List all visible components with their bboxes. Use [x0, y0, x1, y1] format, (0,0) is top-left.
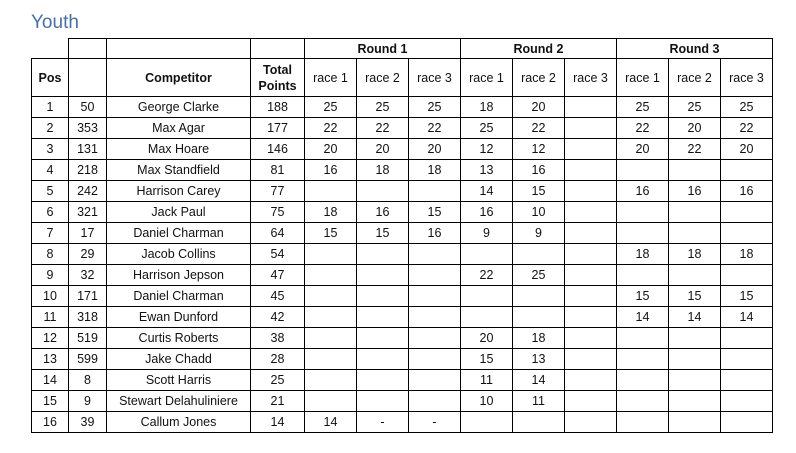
race-result-cell: 11: [513, 391, 565, 412]
race-result-cell: [721, 265, 773, 286]
pos-cell: 14: [32, 370, 69, 391]
race-result-cell: 25: [617, 97, 669, 118]
total-points-cell: 25: [251, 370, 305, 391]
number-cell: 8: [69, 370, 107, 391]
race-result-cell: 18: [669, 244, 721, 265]
race-result-cell: 14: [461, 181, 513, 202]
pos-cell: 1: [32, 97, 69, 118]
total-points-cell: 54: [251, 244, 305, 265]
race-result-cell: [721, 328, 773, 349]
total-points-cell: 146: [251, 139, 305, 160]
race-result-cell: 12: [461, 139, 513, 160]
race-result-cell: [617, 328, 669, 349]
race-result-cell: 22: [513, 118, 565, 139]
number-cell: 50: [69, 97, 107, 118]
race-result-cell: [617, 202, 669, 223]
race-header: race 1: [461, 59, 513, 97]
table-row: [32, 244, 773, 265]
race-result-cell: [305, 349, 357, 370]
race-result-cell: 20: [513, 97, 565, 118]
race-result-cell: [565, 139, 617, 160]
race-result-cell: [305, 181, 357, 202]
race-result-cell: [513, 307, 565, 328]
race-result-cell: [357, 349, 409, 370]
race-result-cell: [357, 244, 409, 265]
competitor-cell: Jacob Collins: [107, 244, 251, 265]
pos-cell: 10: [32, 286, 69, 307]
number-cell: 218: [69, 160, 107, 181]
race-result-cell: [565, 265, 617, 286]
race-result-cell: [357, 370, 409, 391]
race-result-cell: 22: [409, 118, 461, 139]
table-row: [32, 223, 773, 244]
pos-cell: 4: [32, 160, 69, 181]
number-cell: 29: [69, 244, 107, 265]
race-result-cell: [721, 202, 773, 223]
total-points-cell: 28: [251, 349, 305, 370]
race-result-cell: 12: [513, 139, 565, 160]
race-result-cell: 25: [305, 97, 357, 118]
race-result-cell: [461, 244, 513, 265]
pos-cell: 5: [32, 181, 69, 202]
race-result-cell: [357, 328, 409, 349]
race-result-cell: 15: [617, 286, 669, 307]
round-3-header: Round 3: [617, 39, 773, 59]
race-result-cell: 20: [461, 328, 513, 349]
race-result-cell: 18: [305, 202, 357, 223]
total-points-cell: 77: [251, 181, 305, 202]
race-result-cell: [565, 244, 617, 265]
race-result-cell: 15: [461, 349, 513, 370]
race-result-cell: -: [357, 412, 409, 433]
race-result-cell: 20: [617, 139, 669, 160]
pos-cell: 3: [32, 139, 69, 160]
race-result-cell: [669, 328, 721, 349]
race-result-cell: [721, 370, 773, 391]
race-result-cell: [617, 223, 669, 244]
race-result-cell: 18: [721, 244, 773, 265]
race-result-cell: 11: [461, 370, 513, 391]
race-result-cell: 16: [461, 202, 513, 223]
race-result-cell: [669, 370, 721, 391]
race-result-cell: [565, 223, 617, 244]
race-result-cell: 10: [461, 391, 513, 412]
race-result-cell: 22: [305, 118, 357, 139]
table-row: [32, 139, 773, 160]
number-header: [69, 59, 107, 97]
race-result-cell: [409, 349, 461, 370]
race-result-cell: [617, 412, 669, 433]
pos-cell: 16: [32, 412, 69, 433]
empty-header-cell: [32, 39, 69, 59]
race-result-cell: [721, 349, 773, 370]
race-result-cell: [617, 349, 669, 370]
total-points-cell: 47: [251, 265, 305, 286]
race-result-cell: 15: [357, 223, 409, 244]
pos-header: Pos: [32, 59, 69, 97]
race-result-cell: 16: [357, 202, 409, 223]
race-result-cell: 20: [305, 139, 357, 160]
race-result-cell: [721, 412, 773, 433]
pos-cell: 11: [32, 307, 69, 328]
race-result-cell: [721, 160, 773, 181]
total-points-cell: 177: [251, 118, 305, 139]
race-result-cell: 15: [669, 286, 721, 307]
race-result-cell: 14: [305, 412, 357, 433]
race-result-cell: [617, 370, 669, 391]
pos-cell: 6: [32, 202, 69, 223]
total-points-cell: 21: [251, 391, 305, 412]
race-result-cell: [565, 391, 617, 412]
race-header: race 2: [669, 59, 721, 97]
competitor-cell: Callum Jones: [107, 412, 251, 433]
race-result-cell: 16: [409, 223, 461, 244]
round-1-header: Round 1: [305, 39, 461, 59]
competitor-cell: Scott Harris: [107, 370, 251, 391]
pos-cell: 7: [32, 223, 69, 244]
race-result-cell: [669, 265, 721, 286]
race-result-cell: 22: [461, 265, 513, 286]
race-result-cell: 18: [357, 160, 409, 181]
total-points-cell: 75: [251, 202, 305, 223]
number-cell: 17: [69, 223, 107, 244]
race-result-cell: 20: [357, 139, 409, 160]
race-result-cell: 16: [669, 181, 721, 202]
race-result-cell: [565, 286, 617, 307]
race-result-cell: [565, 412, 617, 433]
race-result-cell: 25: [721, 97, 773, 118]
race-result-cell: -: [409, 412, 461, 433]
total-points-cell: 45: [251, 286, 305, 307]
race-result-cell: [565, 328, 617, 349]
competitor-cell: Max Agar: [107, 118, 251, 139]
pos-cell: 13: [32, 349, 69, 370]
race-header: race 3: [565, 59, 617, 97]
empty-header-cell: [69, 39, 107, 59]
total-points-header: Total Points: [251, 59, 305, 97]
race-result-cell: [669, 223, 721, 244]
race-result-cell: [565, 160, 617, 181]
number-cell: 131: [69, 139, 107, 160]
race-result-cell: [409, 328, 461, 349]
race-result-cell: [409, 244, 461, 265]
number-cell: 321: [69, 202, 107, 223]
race-result-cell: 22: [357, 118, 409, 139]
race-result-cell: [461, 412, 513, 433]
race-header: race 3: [721, 59, 773, 97]
pos-cell: 8: [32, 244, 69, 265]
competitor-cell: George Clarke: [107, 97, 251, 118]
number-cell: 171: [69, 286, 107, 307]
race-result-cell: [305, 265, 357, 286]
race-result-cell: 15: [305, 223, 357, 244]
number-cell: 32: [69, 265, 107, 286]
race-result-cell: [617, 160, 669, 181]
race-result-cell: [513, 286, 565, 307]
race-result-cell: [461, 286, 513, 307]
race-result-cell: 9: [513, 223, 565, 244]
race-result-cell: 25: [513, 265, 565, 286]
race-result-cell: [461, 307, 513, 328]
race-result-cell: 22: [669, 139, 721, 160]
race-result-cell: [305, 307, 357, 328]
race-result-cell: [305, 391, 357, 412]
race-header: race 3: [409, 59, 461, 97]
race-result-cell: [617, 265, 669, 286]
race-result-cell: [409, 265, 461, 286]
table-row: [32, 370, 773, 391]
race-result-cell: [565, 118, 617, 139]
race-result-cell: 15: [513, 181, 565, 202]
competitor-cell: Ewan Dunford: [107, 307, 251, 328]
race-result-cell: [721, 223, 773, 244]
number-cell: 318: [69, 307, 107, 328]
competitor-cell: Harrison Jepson: [107, 265, 251, 286]
race-result-cell: 15: [721, 286, 773, 307]
race-result-cell: [669, 349, 721, 370]
race-header: race 1: [305, 59, 357, 97]
pos-cell: 2: [32, 118, 69, 139]
race-result-cell: [305, 370, 357, 391]
race-result-cell: 16: [305, 160, 357, 181]
race-result-cell: 14: [721, 307, 773, 328]
race-result-cell: [617, 391, 669, 412]
table-row: [32, 118, 773, 139]
race-result-cell: 13: [461, 160, 513, 181]
total-points-cell: 42: [251, 307, 305, 328]
results-table: [31, 38, 773, 433]
pos-cell: 9: [32, 265, 69, 286]
race-result-cell: [513, 412, 565, 433]
number-cell: 599: [69, 349, 107, 370]
race-result-cell: [357, 286, 409, 307]
competitor-cell: Max Hoare: [107, 139, 251, 160]
race-result-cell: 25: [409, 97, 461, 118]
race-result-cell: [305, 244, 357, 265]
competitor-cell: Jake Chadd: [107, 349, 251, 370]
empty-header-cell: [251, 39, 305, 59]
race-result-cell: [409, 391, 461, 412]
race-header: race 2: [513, 59, 565, 97]
competitor-cell: Stewart Delahuliniere: [107, 391, 251, 412]
race-result-cell: 15: [409, 202, 461, 223]
table-row: [32, 349, 773, 370]
competitor-cell: Daniel Charman: [107, 223, 251, 244]
total-points-cell: 38: [251, 328, 305, 349]
table-row: [32, 97, 773, 118]
total-points-cell: 188: [251, 97, 305, 118]
race-result-cell: [669, 391, 721, 412]
race-result-cell: [565, 202, 617, 223]
race-result-cell: [513, 244, 565, 265]
race-result-cell: [721, 391, 773, 412]
number-cell: 519: [69, 328, 107, 349]
race-result-cell: 18: [513, 328, 565, 349]
race-result-cell: 25: [357, 97, 409, 118]
race-result-cell: 22: [617, 118, 669, 139]
column-header-row: [32, 59, 773, 97]
race-result-cell: 16: [617, 181, 669, 202]
race-result-cell: [669, 202, 721, 223]
race-result-cell: [357, 391, 409, 412]
number-cell: 353: [69, 118, 107, 139]
competitor-cell: Harrison Carey: [107, 181, 251, 202]
competitor-cell: Max Standfield: [107, 160, 251, 181]
round-header-row: [32, 39, 773, 59]
race-result-cell: 13: [513, 349, 565, 370]
table-row: [32, 181, 773, 202]
table-row: [32, 265, 773, 286]
race-result-cell: [565, 370, 617, 391]
race-result-cell: [565, 181, 617, 202]
table-row: [32, 328, 773, 349]
table-row: [32, 307, 773, 328]
race-result-cell: 25: [669, 97, 721, 118]
table-row: [32, 286, 773, 307]
number-cell: 242: [69, 181, 107, 202]
total-points-cell: 81: [251, 160, 305, 181]
table-row: [32, 202, 773, 223]
race-result-cell: [357, 265, 409, 286]
competitor-cell: Jack Paul: [107, 202, 251, 223]
table-row: [32, 412, 773, 433]
competitor-header: Competitor: [107, 59, 251, 97]
number-cell: 9: [69, 391, 107, 412]
race-result-cell: 20: [669, 118, 721, 139]
empty-header-cell: [107, 39, 251, 59]
race-header: race 2: [357, 59, 409, 97]
race-result-cell: 16: [513, 160, 565, 181]
race-result-cell: 18: [409, 160, 461, 181]
race-result-cell: 18: [461, 97, 513, 118]
pos-cell: 15: [32, 391, 69, 412]
race-result-cell: [409, 370, 461, 391]
page-title: Youth: [31, 12, 79, 33]
race-result-cell: [357, 181, 409, 202]
race-result-cell: [409, 307, 461, 328]
race-result-cell: [305, 286, 357, 307]
race-result-cell: [669, 412, 721, 433]
race-result-cell: [565, 349, 617, 370]
number-cell: 39: [69, 412, 107, 433]
total-points-cell: 64: [251, 223, 305, 244]
race-result-cell: 16: [721, 181, 773, 202]
race-result-cell: [409, 181, 461, 202]
race-result-cell: [669, 160, 721, 181]
race-result-cell: [357, 307, 409, 328]
competitor-cell: Curtis Roberts: [107, 328, 251, 349]
race-result-cell: 10: [513, 202, 565, 223]
race-result-cell: 20: [409, 139, 461, 160]
race-result-cell: 20: [721, 139, 773, 160]
race-result-cell: 22: [721, 118, 773, 139]
race-result-cell: 14: [513, 370, 565, 391]
race-result-cell: 14: [669, 307, 721, 328]
results-body: [32, 97, 773, 433]
total-points-cell: 14: [251, 412, 305, 433]
race-result-cell: 14: [617, 307, 669, 328]
competitor-cell: Daniel Charman: [107, 286, 251, 307]
race-result-cell: [305, 328, 357, 349]
race-result-cell: [409, 286, 461, 307]
race-result-cell: 25: [461, 118, 513, 139]
race-result-cell: [565, 307, 617, 328]
table-row: [32, 391, 773, 412]
pos-cell: 12: [32, 328, 69, 349]
race-result-cell: 9: [461, 223, 513, 244]
table-row: [32, 160, 773, 181]
race-header: race 1: [617, 59, 669, 97]
race-result-cell: [565, 97, 617, 118]
round-2-header: Round 2: [461, 39, 617, 59]
race-result-cell: 18: [617, 244, 669, 265]
